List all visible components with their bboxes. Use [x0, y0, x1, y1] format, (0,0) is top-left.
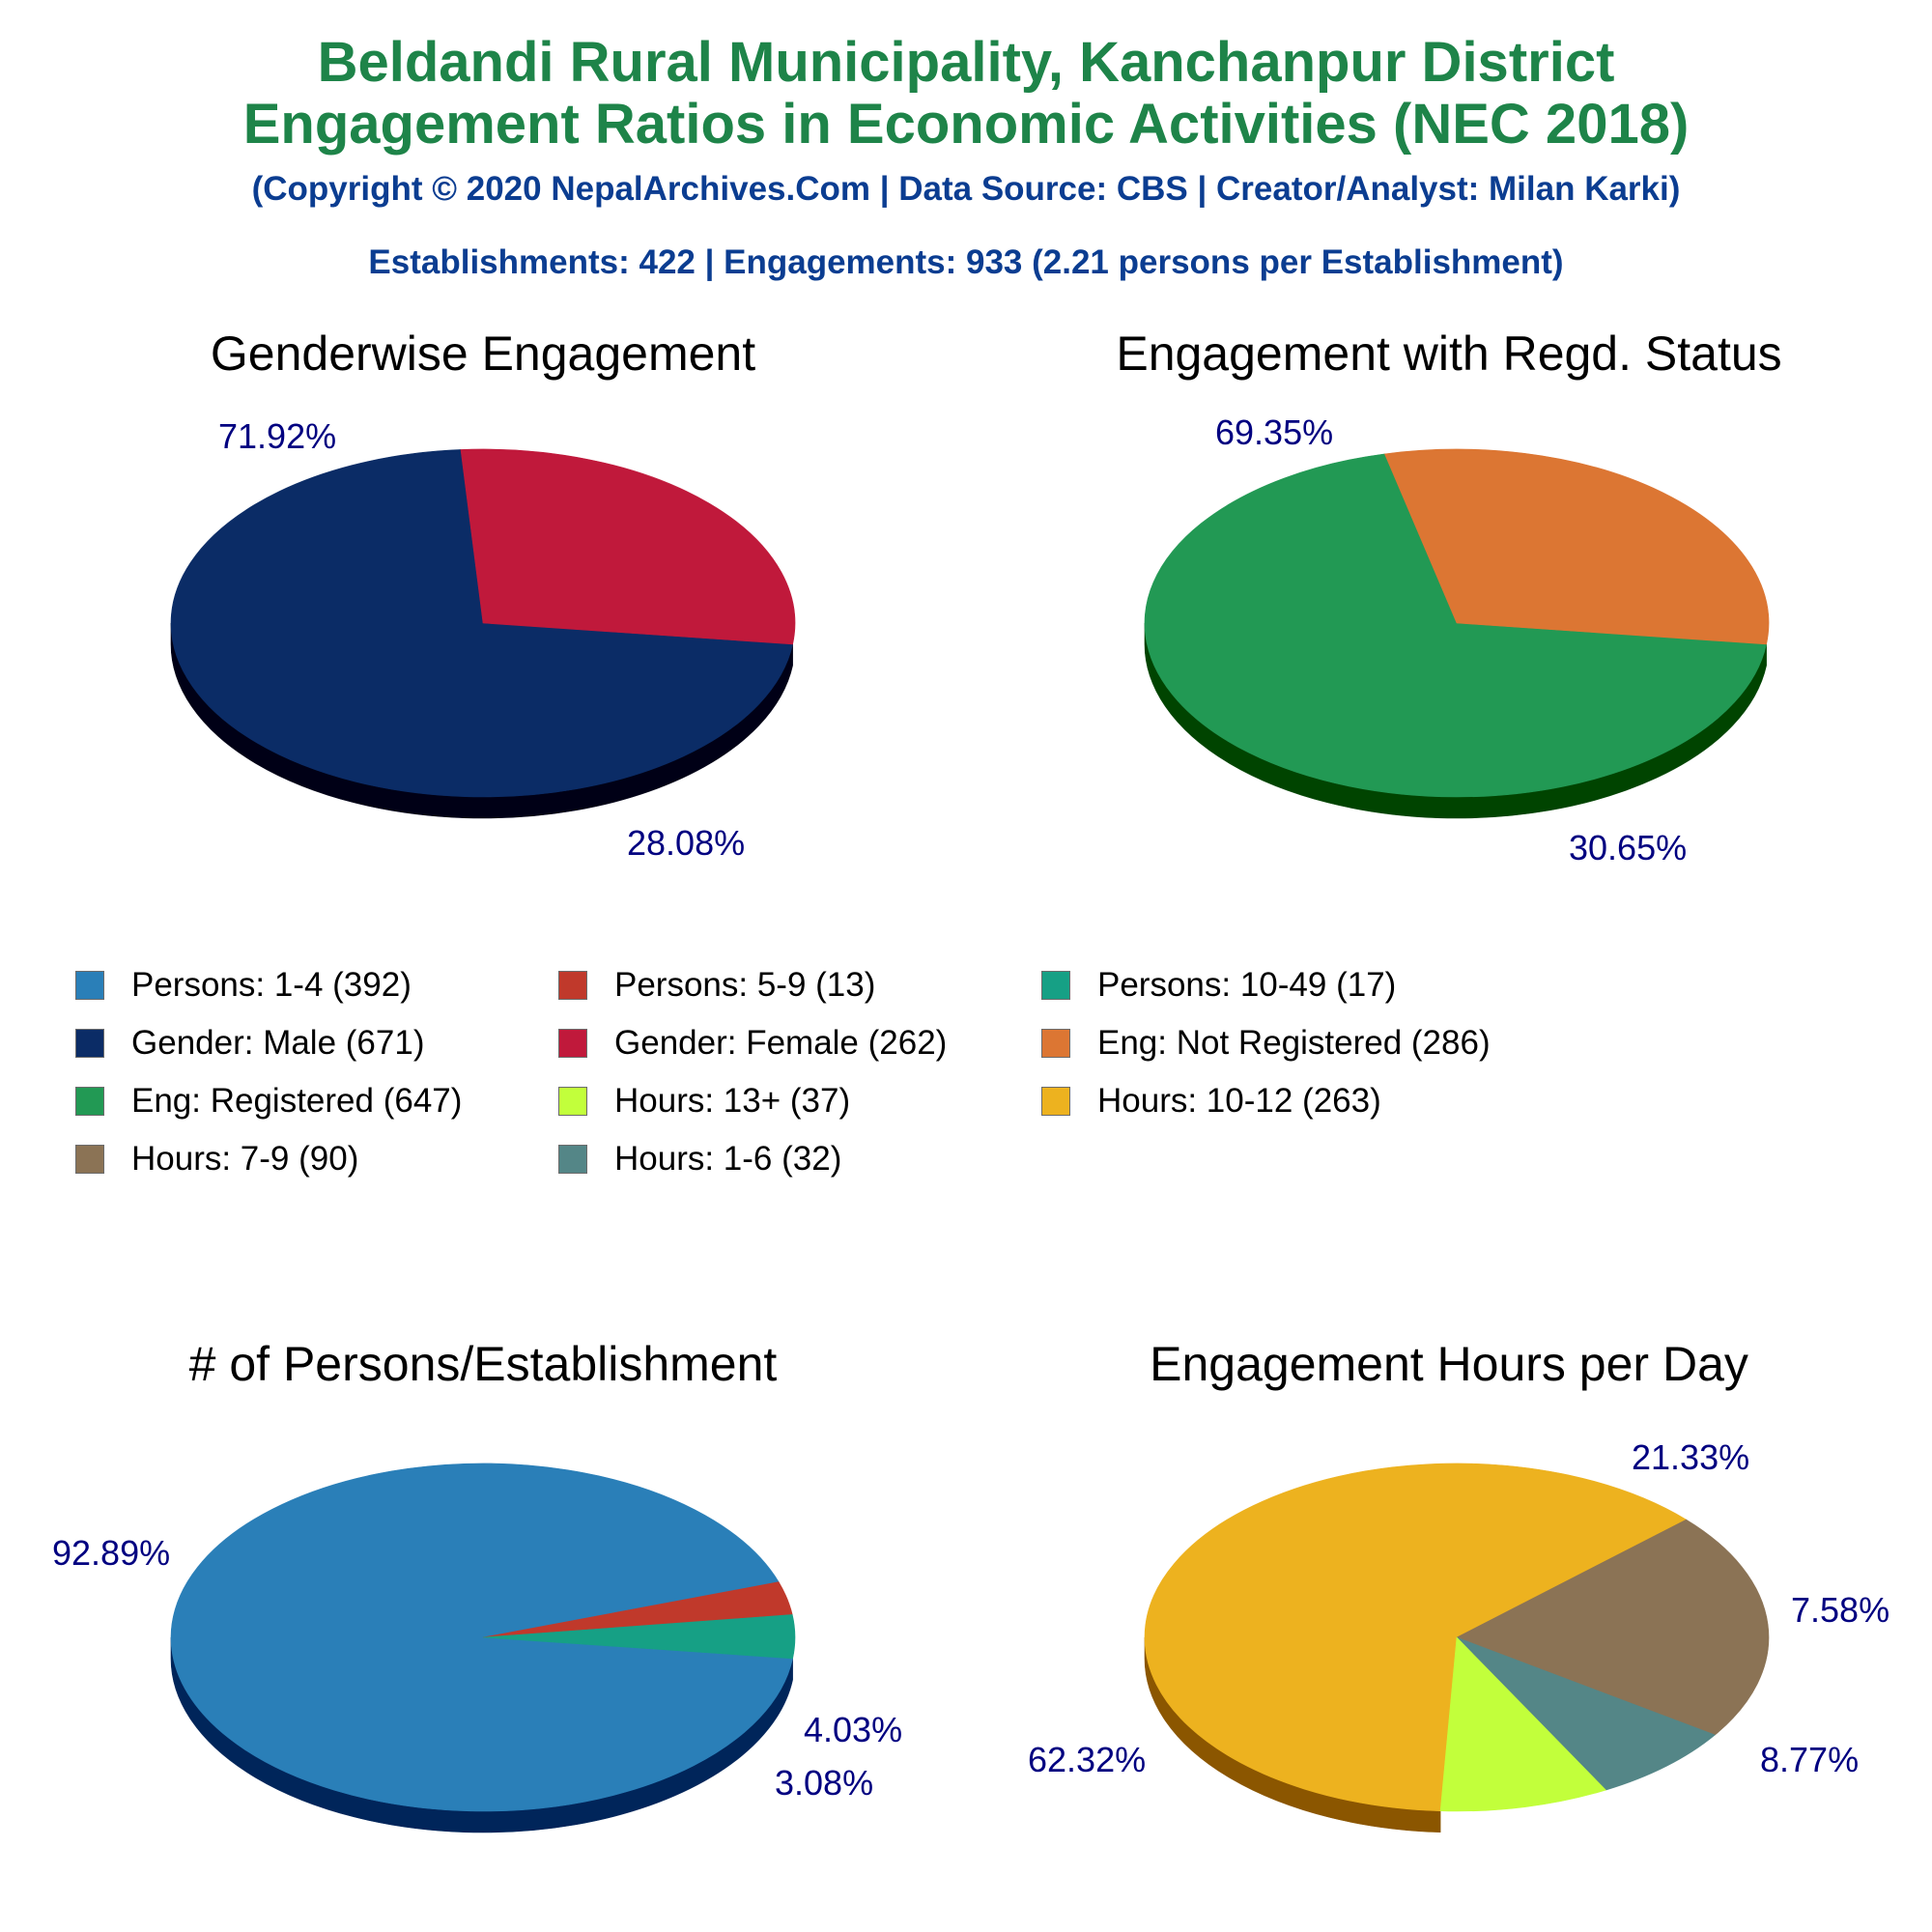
- legend-label: Persons: 5-9 (13): [614, 966, 876, 1004]
- legend-label: Gender: Female (262): [614, 1024, 948, 1062]
- pie-chart-persons: [145, 1439, 821, 1884]
- legend-item-eng-not-registered: [1041, 1024, 1491, 1063]
- legend-swatch: [75, 1029, 104, 1058]
- legend-item-eng-registered: [75, 1082, 462, 1121]
- legend-label: Eng: Not Registered (286): [1097, 1024, 1491, 1062]
- legend-item-gender-male: [75, 1024, 424, 1063]
- pie-slice-gender-female: [461, 449, 795, 644]
- pie-chart-registration: [1111, 425, 1787, 869]
- legend-label: Eng: Registered (647): [131, 1082, 463, 1120]
- legend-item-persons-1-4: [75, 966, 412, 1005]
- legend-label: Persons: 10-49 (17): [1097, 966, 1397, 1004]
- legend-item-hours-7-9: [75, 1140, 358, 1179]
- copyright-line: (Copyright © 2020 NepalArchives.Com | Data Source: CBS | Creator/Analyst: Milan Karki): [251, 170, 1681, 208]
- legend-swatch: [558, 1029, 587, 1058]
- legend-swatch: [1041, 1029, 1070, 1058]
- legend-swatch: [75, 971, 104, 1000]
- pie-chart-hours: [1111, 1439, 1787, 1884]
- slice-label-hours-13-plus: 8.77%: [1760, 1740, 1860, 1779]
- legend-label: Gender: Male (671): [131, 1024, 425, 1062]
- pie-title-persons: # of Persons/Establishment: [188, 1337, 778, 1391]
- legend-item-gender-female: [558, 1024, 947, 1063]
- legend-item-persons-5-9: [558, 966, 875, 1005]
- summary-line: Establishments: 422 | Engagements: 933 (2.21 persons per Establishment): [368, 243, 1564, 281]
- chart-title-line-2: Engagement Ratios in Economic Activities (NEC 2018): [242, 93, 1690, 156]
- legend-swatch: [1041, 1087, 1070, 1116]
- pie-title-gender: Genderwise Engagement: [210, 327, 756, 381]
- slice-label-not-registered: 30.65%: [1569, 828, 1688, 867]
- legend-swatch: [75, 1087, 104, 1116]
- slice-label-registered: 69.35%: [1215, 412, 1334, 452]
- legend-item-hours-13-plus: [558, 1082, 850, 1121]
- slice-label-persons-5-9: 3.08%: [775, 1763, 874, 1803]
- pie-title-hours: Engagement Hours per Day: [1150, 1337, 1748, 1391]
- legend-label: Hours: 7-9 (90): [131, 1140, 359, 1178]
- slice-label-male: 71.92%: [218, 416, 337, 456]
- pie-title-registration: Engagement with Regd. Status: [1116, 327, 1782, 381]
- slice-label-persons-1-4: 92.89%: [52, 1533, 171, 1573]
- legend-swatch: [1041, 971, 1070, 1000]
- slice-label-hours-10-12: 62.32%: [1028, 1740, 1147, 1779]
- legend-label: Hours: 10-12 (263): [1097, 1082, 1381, 1120]
- legend-swatch: [558, 1087, 587, 1116]
- legend-swatch: [75, 1145, 104, 1174]
- pie-chart-gender: [145, 425, 821, 869]
- legend: [75, 966, 1718, 1198]
- legend-item-hours-1-6: [558, 1140, 841, 1179]
- legend-label: Hours: 13+ (37): [614, 1082, 851, 1120]
- slice-label-hours-1-6: 7.58%: [1791, 1590, 1890, 1630]
- slice-label-persons-10-49: 4.03%: [804, 1710, 903, 1749]
- legend-item-hours-10-12: [1041, 1082, 1381, 1121]
- chart-title-line-1: Beldandi Rural Municipality, Kanchanpur District: [317, 31, 1615, 94]
- slice-label-hours-7-9: 21.33%: [1632, 1437, 1750, 1477]
- legend-label: Hours: 1-6 (32): [614, 1140, 842, 1178]
- legend-label: Persons: 1-4 (392): [131, 966, 412, 1004]
- slice-label-female: 28.08%: [627, 823, 746, 863]
- legend-swatch: [558, 971, 587, 1000]
- legend-item-persons-10-49: [1041, 966, 1396, 1005]
- legend-swatch: [558, 1145, 587, 1174]
